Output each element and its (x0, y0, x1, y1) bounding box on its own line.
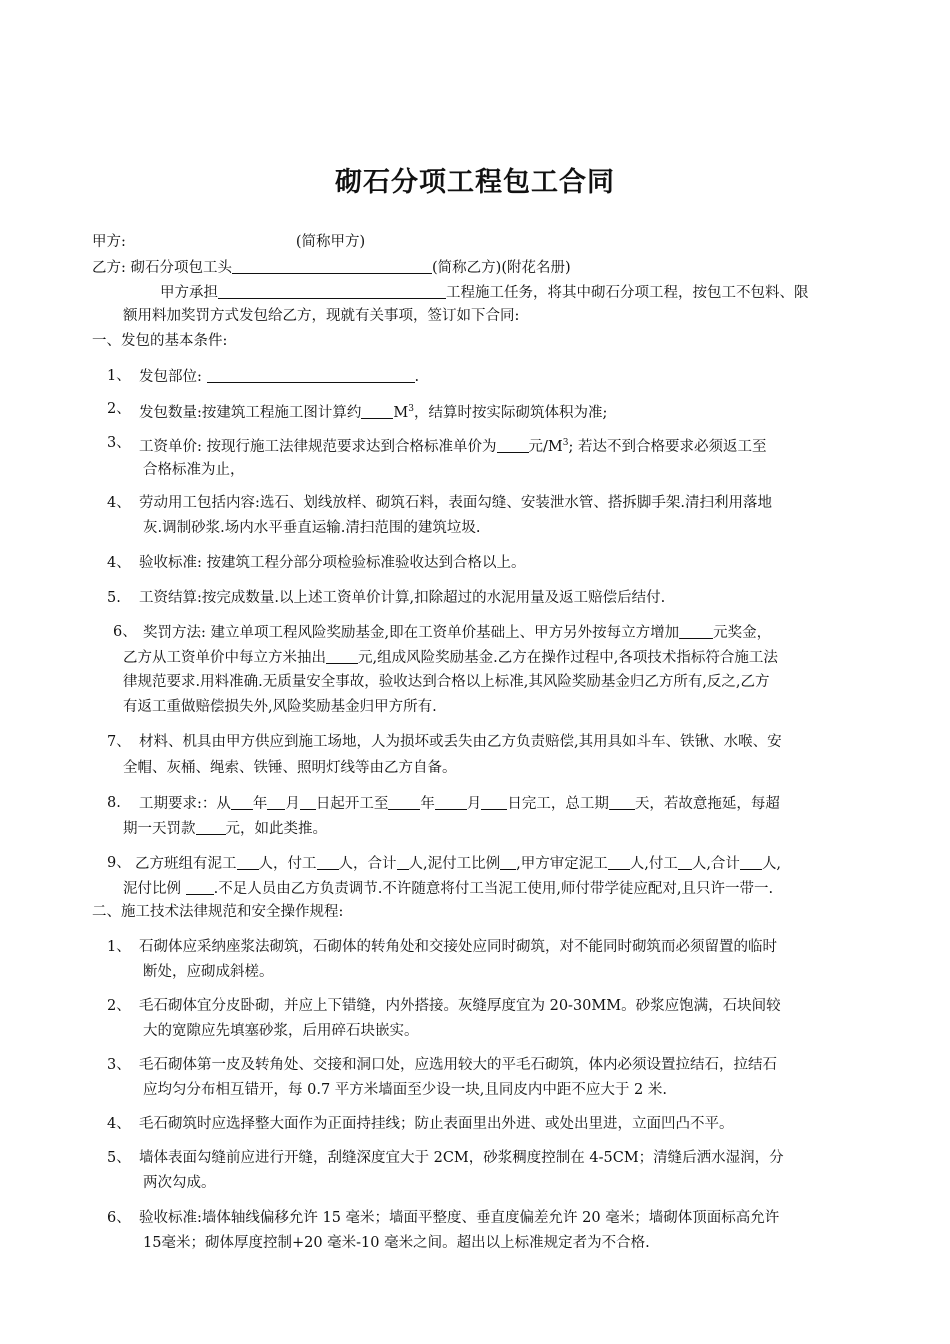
s1-item-reward-2: 乙方从工资单价中每立方米抽出 元,组成风险奖励基金.乙方在操作过程中,各项技术指标符合施工法 (123, 647, 778, 668)
party-a-label: 甲方: (92, 234, 126, 250)
s2-item-2: 毛石砌体宜分皮卧砌，并应上下错缝，内外搭接。灰缝厚度宜为 20-30MM。砂浆应饱满，石块间较 (139, 998, 781, 1014)
s2-item-5: 墙体表面勾缝前应进行开缝，刮缝深度宜大于 2CM，砂浆稠度控制在 4-5CM；清缝后洒水湿润，分 (139, 1150, 784, 1166)
party-b-name: 砌石分项包工头 (130, 260, 232, 276)
s1-item-location: 发包部位: . (139, 366, 419, 387)
document-title: 砌石分项工程包工合同 (335, 167, 615, 198)
section-1-heading: 一、发包的基本条件: (92, 333, 228, 349)
s2-item-2-cont: 大的宽隙应先填塞砂浆，后用碎石块嵌实。 (143, 1023, 419, 1039)
s2-item-6-cont: 15毫米；砌体厚度控制+20 毫米-10 毫米之间。超出以上标准规定者为不合格. (143, 1235, 650, 1251)
s1-item-wage-price: 工资单价: 按现行施工法律规范要求达到合格标准单价为 元$/M^3$; 若达不到合格要求必须返工至 (139, 433, 766, 457)
s1-item-reward-1: 奖罚方法: 建立单项工程风险奖励基金,即在工资单价基础上、甲方另外按每立方增加 元奖金， (143, 622, 771, 643)
party-b-blank (232, 257, 432, 274)
s2-item-5-cont: 两次勾成。 (143, 1175, 216, 1191)
intro-line-1: 甲方承担 工程施工任务，将其中砌石分项工程，按包工不包料、限 (160, 282, 809, 303)
section-2-heading: 二、施工技术法律规范和安全操作规程: (92, 904, 344, 920)
s2-item-3: 毛石砌体第一皮及转角处、交接和洞口处，应选用较大的平毛石砌筑，体内必须设置拉结石，拉结石 (139, 1057, 777, 1073)
s2-item-1-cont: 断处，应砌成斜槎。 (143, 964, 274, 980)
s1-item-labor-scope: 劳动用工包括内容:选石、划线放样、砌筑石料，表面勾缝、安装泄水管、搭拆脚手架.清扫利用落地 (139, 495, 772, 511)
party-b-label: 乙方: (92, 260, 126, 276)
s1-item-labor-scope-cont: 灰.调制砂浆.场内水平垂直运输.清扫范围的建筑垃圾. (143, 520, 481, 536)
s1-item-crew: 乙方班组有泥工 人，付工 人，合计 人,泥付工比例 ,甲方审定泥工 人,付工 人,合计 人, (135, 853, 781, 874)
s1-item-schedule: 工期要求:：从 年 月 日起开工至 年 月 日完工，总工期 天，若故意拖延，每超 (139, 793, 780, 814)
s1-item-wage-price-cont: 合格标准为止， (143, 462, 245, 478)
s1-item-settlement: 工资结算:按完成数量.以上述工资单价计算,扣除超过的水泥用量及返工赔偿后结付. (139, 590, 666, 606)
s1-item-crew-cont: 泥付比例 .不足人员由乙方负责调节.不许随意将付工当泥工使用,师付带学徒应配对,且只许一带一. (123, 878, 773, 899)
s1-item-quantity: 发包数量:按建筑工程施工图计算约 $M^3$，结算时按实际砌筑体积为准; (139, 399, 607, 423)
party-b-suffix: (简称乙方)(附花名册) (432, 260, 571, 276)
s1-item-reward-3: 律规范要求.用料准确.无质量安全事故，验收达到合格以上标准,其风险奖励基金归乙方所有,反之,乙方 (123, 674, 770, 690)
contract-page: 砌石分项工程包工合同 甲方: (简称甲方) 乙方: 砌石分项包工头 (简称乙方)(附花名册) 甲方承担 工程施工任务，将其中砌石分项工程，按包工不包料、限 额用料加奖罚方式发包给乙方，现就有关事项，签订如下合同: 一、发包的基本条件: 1、 发包部位: . 2、 发包数量:按建筑工程施工图计算约 $M^3$，结算时按实际砌筑体积为准; 3、 工资单价: 按现行施工法律规范要求达到合格标准单价为 元$/M^3$; 若达不到合格要求必须返工至 合格标准为止， 4、 劳动用工包括内容:选石、划线放样、砌筑石料，表面勾缝、安装泄水管、搭拆脚手架.清扫利用落地 灰.调制砂浆.场内水平垂直运输.清扫范围的建筑垃圾. 4、 验收标准: 按建筑工程分部分项检验标准验收达到合格以上。 5. 工资结算:按完成数量.以上述工资单价计算,扣除超过的水泥用量及返工赔偿后结付. 6、 奖罚方法: 建立单项工程风险奖励基金,即在工资单价基础上、甲方另外按每立方增加 元奖金， 乙方从工资单价中每立方米抽出 元,组成风险奖励基金.乙方在操作过程中,各项技术指标符合施工法 律规范要求.用料准确.无质量安全事故，验收达到合格以上标准,其风险奖励基金归乙方所有,反之,乙方 有返工重做赔偿损失外,风险奖励基金归甲方所有. 7、 材料、机具由甲方供应到施工场地，人为损坏或丢失由乙方负责赔偿,其用具如斗车、铁锹、水喉、安 全帽、灰桶、绳索、铁锤、照明灯线等由乙方自备。 8. 工期要求:：从 年 月 日起开工至 年 月 日完工，总工期 天，若故意拖延，每超 期一天罚款 元，如此类推。 9、 乙方班组有泥工 人，付工 人，合计 人,泥付工比例 ,甲方审定泥工 人,付工 人,合计 人, 泥付比例 .不足人员由乙方负责调节.不许随意将付工当泥工使用,师付带学徒应配对,且只许一带一. 二、施工技术法律规范和安全操作规程: 1、 石砌体应采纳座浆法砌筑，石砌体的转角处和交接处应同时砌筑，对不能同时砌筑而必须留置的临时 断处，应砌成斜槎。 2、 毛石砌体宜分皮卧砌，并应上下错缝，内外搭接。灰缝厚度宜为 20-30MM。砂浆应饱满，石块间较 大的宽隙应先填塞砂浆，后用碎石块嵌实。 3、 毛石砌体第一皮及转角处、交接和洞口处，应选用较大的平毛石砌筑，体内必须设置拉结石，拉结石 应均匀分布相互错开，每 0.7 平方米墙面至少设一块,且同皮内中距不应大于 2 米. 4、 毛石砌筑时应选择整大面作为正面持挂线；防止表面里出外进、或处出里进，立面凹凸不平。 5、 墙体表面勾缝前应进行开缝，刮缝深度宜大于 2CM，砂浆稠度控制在 4-5CM；清缝后洒水湿润，分 两次勾成。 6、 验收标准:墙体轴线偏移允许 15 毫米；墙面平整度、垂直度偏差允许 20 毫米；墙砌体顶面标高允许 15毫米；砌体厚度控制+20 毫米-10 毫米之间。超出以上标准规定者为不合格. (0, 0, 950, 1344)
s1-item-schedule-cont: 期一天罚款 元，如此类推。 (123, 818, 327, 839)
party-a-suffix: (简称甲方) (295, 234, 366, 250)
s1-item-materials: 材料、机具由甲方供应到施工场地，人为损坏或丢失由乙方负责赔偿,其用具如斗车、铁锹、水喉、安 (139, 734, 782, 750)
s1-item-acceptance: 验收标准: 按建筑工程分部分项检验标准验收达到合格以上。 (139, 555, 526, 571)
s2-item-3-cont: 应均匀分布相互错开，每 0.7 平方米墙面至少设一块,且同皮内中距不应大于 2 米. (143, 1082, 667, 1098)
s2-item-1: 石砌体应采纳座浆法砌筑，石砌体的转角处和交接处应同时砌筑，对不能同时砌筑而必须留置的临时 (139, 939, 777, 955)
s2-item-6: 验收标准:墙体轴线偏移允许 15 毫米；墙面平整度、垂直度偏差允许 20 毫米；墙砌体顶面标高允许 (139, 1210, 780, 1226)
intro-line-2: 额用料加奖罚方式发包给乙方，现就有关事项，签订如下合同: (123, 308, 520, 324)
s1-item-reward-4: 有返工重做赔偿损失外,风险奖励基金归甲方所有. (123, 699, 437, 715)
party-a-line (92, 232, 365, 252)
party-b-line (92, 257, 571, 278)
project-blank (218, 282, 446, 299)
s2-item-4: 毛石砌筑时应选择整大面作为正面持挂线；防止表面里出外进、或处出里进，立面凹凸不平。 (139, 1116, 734, 1132)
s1-item-materials-cont: 全帽、灰桶、绳索、铁锤、照明灯线等由乙方自备。 (123, 760, 457, 776)
